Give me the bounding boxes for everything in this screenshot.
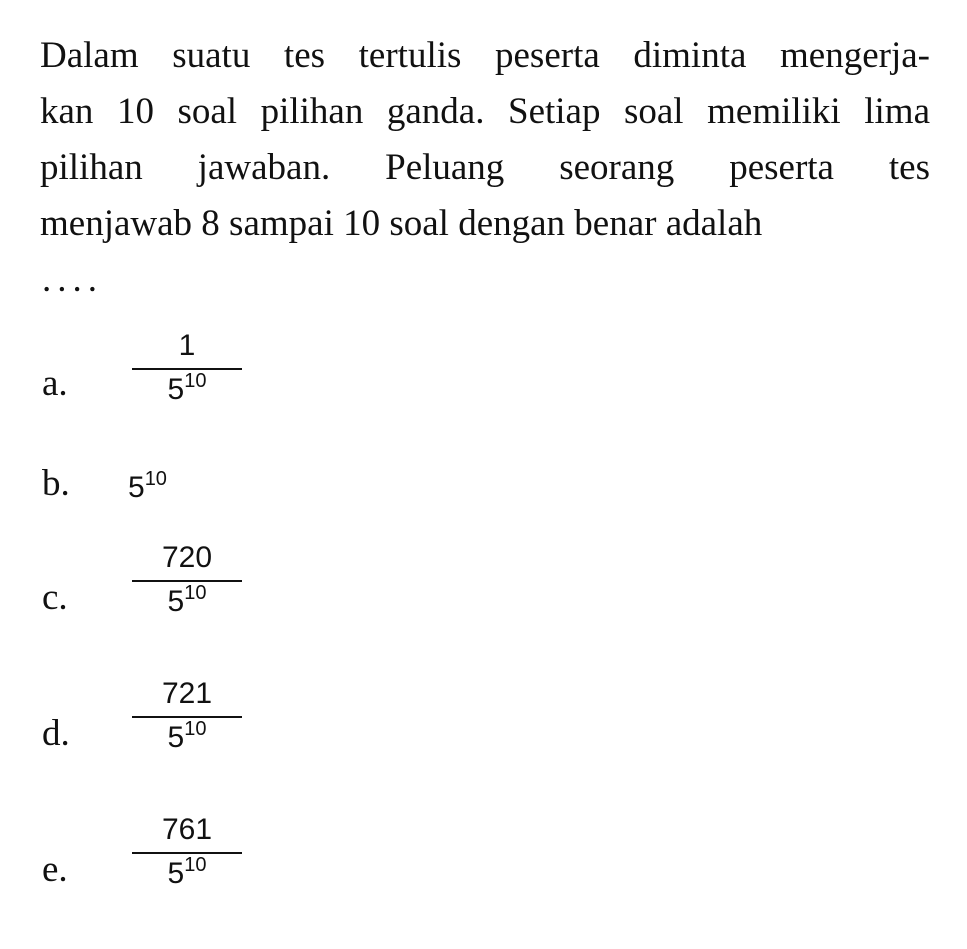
base: 5 [167, 721, 185, 754]
answer-blank-dots: .... [42, 259, 103, 300]
question-line-3: pilihan jawaban. Peluang seorang peserta tes [40, 147, 930, 188]
option-e-fraction [132, 812, 242, 894]
exponent: 10 [144, 468, 167, 490]
exponent: 10 [184, 582, 207, 604]
option-label: b. [42, 463, 70, 504]
option-a-fraction [132, 328, 242, 410]
base: 5 [167, 373, 185, 406]
exponent: 10 [184, 854, 207, 876]
question-line-1: Dalam suatu tes tertulis peserta diminta mengerja- [40, 35, 930, 76]
question-line-4: menjawab 8 sampai 10 soal dengan benar adalah [40, 203, 763, 244]
numerator: 761 [161, 813, 213, 846]
option-a[interactable] [42, 328, 442, 418]
option-c[interactable] [42, 540, 442, 630]
option-label: a. [42, 363, 68, 404]
option-e[interactable] [42, 812, 442, 902]
numerator: 721 [161, 677, 213, 710]
option-b-power [128, 468, 167, 508]
option-label: d. [42, 713, 70, 754]
question-line-2: kan 10 soal pilihan ganda. Setiap soal memiliki lima [40, 91, 930, 132]
option-d[interactable] [42, 676, 442, 766]
exponent: 10 [184, 718, 207, 740]
option-label: c. [42, 577, 68, 618]
denominator [132, 718, 242, 758]
denominator [132, 582, 242, 622]
option-c-fraction [132, 540, 242, 622]
denominator [132, 854, 242, 894]
numerator: 1 [178, 329, 196, 362]
numerator: 720 [161, 541, 213, 574]
base: 5 [167, 585, 185, 618]
denominator [132, 370, 242, 410]
option-d-fraction [132, 676, 242, 758]
option-label: e. [42, 849, 68, 890]
question-text [40, 28, 930, 252]
base: 5 [167, 857, 185, 890]
exponent: 10 [184, 370, 207, 392]
base: 5 [128, 471, 145, 504]
